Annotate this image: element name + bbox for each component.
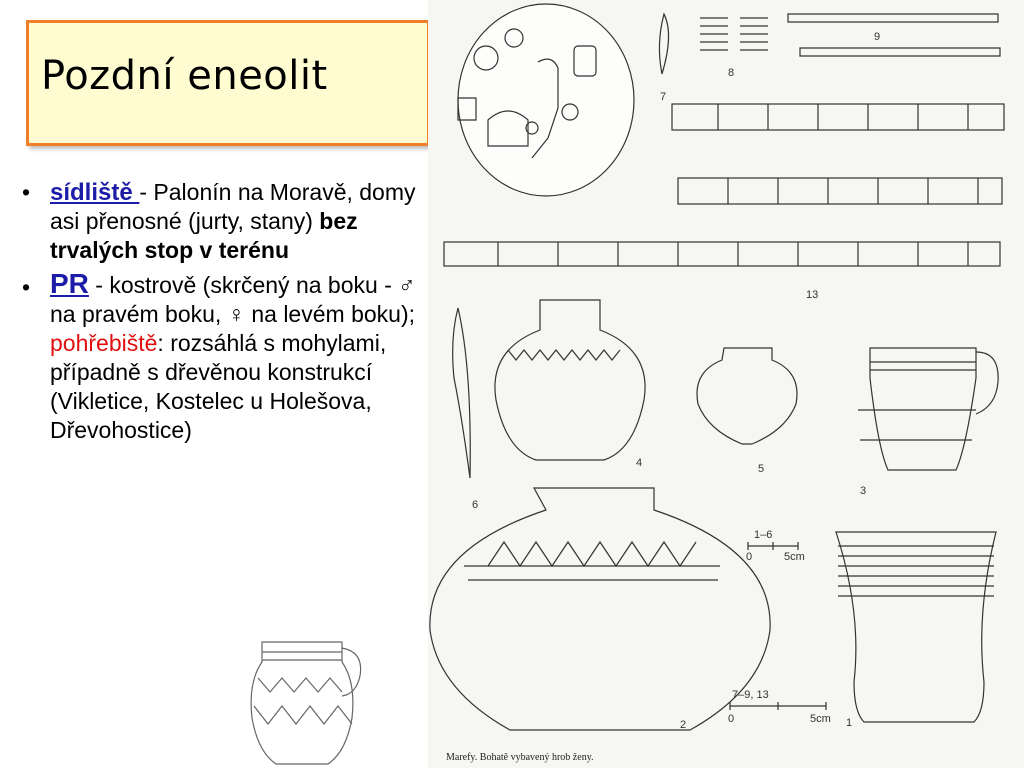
- label-2: 2: [680, 719, 687, 731]
- jug-3: [858, 348, 998, 470]
- label-1: 1: [846, 717, 853, 729]
- label-5: 5: [758, 463, 765, 475]
- title-box: [26, 20, 430, 146]
- label-8: 8: [728, 67, 735, 79]
- artifact-plate: [428, 0, 1024, 768]
- label-4: 4: [636, 457, 643, 469]
- label-13: 13: [806, 289, 819, 301]
- small-jug-drawing: [232, 626, 372, 768]
- bullet-marker: •: [22, 274, 31, 300]
- vessel-5: [697, 348, 797, 444]
- artifact-drawings: [428, 0, 1024, 768]
- bullet-bold-text: bez trvalých stop v terénu: [50, 208, 358, 263]
- plate-caption: Marefy. Bohatě vybavený hrob ženy.: [446, 752, 594, 763]
- scale-bottom-unit: 5cm: [810, 713, 831, 725]
- bullet-burial: [16, 269, 428, 445]
- spiral-ornaments-8: [700, 18, 768, 50]
- label-3: 3: [860, 485, 867, 497]
- bullet-text-continued: : rozsáhlá s mohylami, případně s dřevěnou konstrukcí (Vikletice, Kostelec u Holešova, Dřevohostice): [50, 330, 387, 443]
- bullet-settlement: [16, 178, 428, 265]
- scale-top-range: 1–6: [754, 529, 773, 541]
- scale-top-zero: 0: [746, 551, 753, 563]
- highlight-pohrebiste: pohřebiště: [50, 330, 158, 356]
- label-6: 6: [472, 499, 479, 511]
- label-7: 7: [660, 91, 667, 103]
- blade-6: [453, 308, 471, 478]
- bead-strings-9: [788, 14, 1000, 56]
- vessel-2: [430, 488, 773, 730]
- keyword-pr: PR: [50, 268, 89, 299]
- bullet-text: - Palonín na Moravě, domy asi přenosné (jurty, stany): [50, 179, 416, 234]
- scale-bottom-range: 7–9, 13: [732, 689, 769, 701]
- tool-7: [659, 14, 668, 74]
- beaker-1: [836, 532, 996, 722]
- slide-title: Pozdní eneolit: [41, 53, 328, 99]
- vessel-4: [495, 300, 645, 460]
- bullet-marker: •: [22, 179, 31, 205]
- label-9: 9: [874, 31, 881, 43]
- scale-top-unit: 5cm: [784, 551, 805, 563]
- bullet-list: [16, 178, 428, 449]
- bullet-text: - kostrově (skrčený na boku - ♂ na pravém boku, ♀ na levém boku);: [50, 272, 416, 327]
- scale-bottom-zero: 0: [728, 713, 735, 725]
- grave-plan: [458, 4, 634, 196]
- keyword-sidliste: sídliště: [50, 179, 140, 206]
